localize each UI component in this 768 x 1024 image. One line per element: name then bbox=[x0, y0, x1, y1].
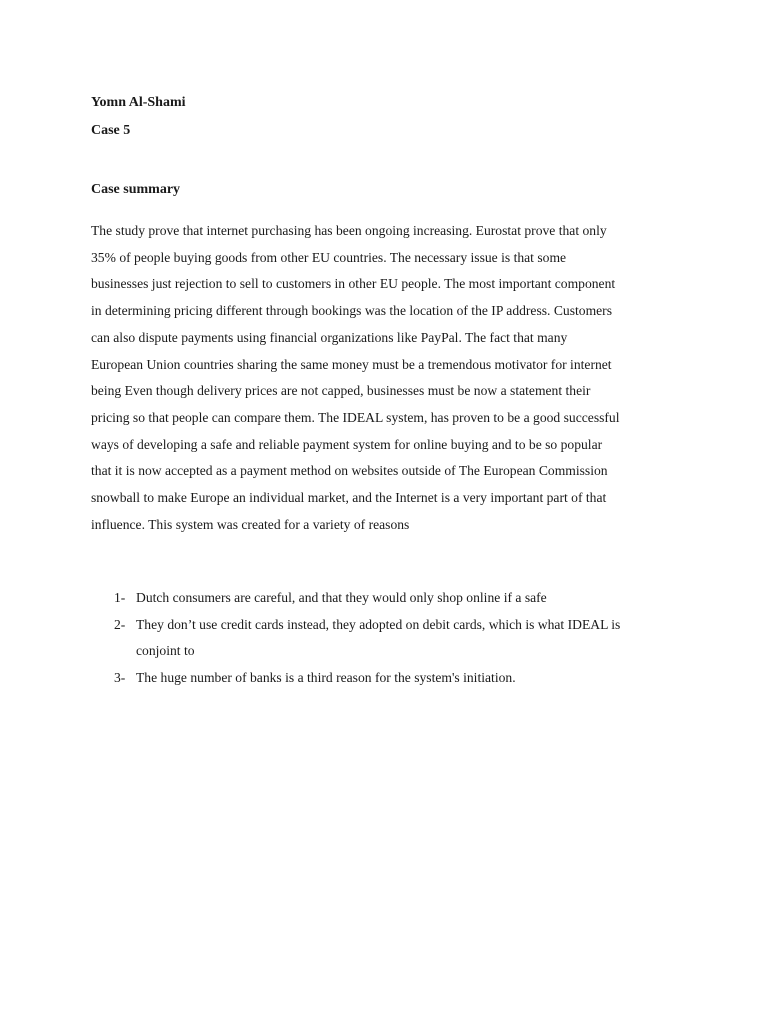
list-number: 2- bbox=[114, 616, 126, 632]
list-item-text: They don’t use credit cards instead, they adopted on debit cards, which is what IDEAL is bbox=[136, 616, 621, 632]
paragraph-line: snowball to make Europe an individual market, and the Internet is a very important part of that bbox=[91, 490, 607, 506]
list-item bbox=[91, 585, 691, 612]
reasons-list bbox=[91, 585, 691, 692]
case-title: Case 5 bbox=[91, 123, 131, 138]
list-item-text: conjoint to bbox=[136, 643, 195, 659]
list-number: 3- bbox=[114, 670, 126, 686]
paragraph-line: influence. This system was created for a variety of reasons bbox=[91, 516, 410, 532]
paragraph-line: European Union countries sharing the same money must be a tremendous motivator for internet bbox=[91, 356, 612, 372]
section-heading: Case summary bbox=[91, 182, 181, 197]
paragraph-line: The study prove that internet purchasing has been ongoing increasing. Eurostat prove that only bbox=[91, 223, 607, 238]
author-name: Yomn Al-Shami bbox=[91, 95, 186, 110]
summary-paragraph bbox=[91, 218, 691, 538]
paragraph-line: pricing so that people can compare them. The IDEAL system, has proven to be a good successful bbox=[91, 409, 620, 425]
paragraph-line: ways of developing a safe and reliable payment system for online buying and to be so popular bbox=[91, 436, 603, 452]
list-item bbox=[91, 665, 691, 692]
list-item-text: The huge number of banks is a third reason for the system's initiation. bbox=[136, 670, 516, 686]
paragraph-line: can also dispute payments using financial organizations like PayPal. The fact that many bbox=[91, 329, 568, 345]
paragraph-line: businesses just rejection to sell to customers in other EU people. The most important component bbox=[91, 276, 616, 292]
paragraph-line: being Even though delivery prices are not capped, businesses must be now a statement their bbox=[91, 383, 591, 399]
paragraph-line: 35% of people buying goods from other EU countries. The necessary issue is that some bbox=[91, 249, 567, 265]
list-item-text: Dutch consumers are careful, and that they would only shop online if a safe bbox=[136, 590, 547, 605]
list-number: 1- bbox=[114, 590, 126, 605]
paragraph-line: in determining pricing different through bookings was the location of the IP address. Customers bbox=[91, 303, 612, 319]
list-item bbox=[91, 612, 691, 665]
paragraph-line: that it is now accepted as a payment method on websites outside of The European Commission bbox=[91, 463, 608, 479]
